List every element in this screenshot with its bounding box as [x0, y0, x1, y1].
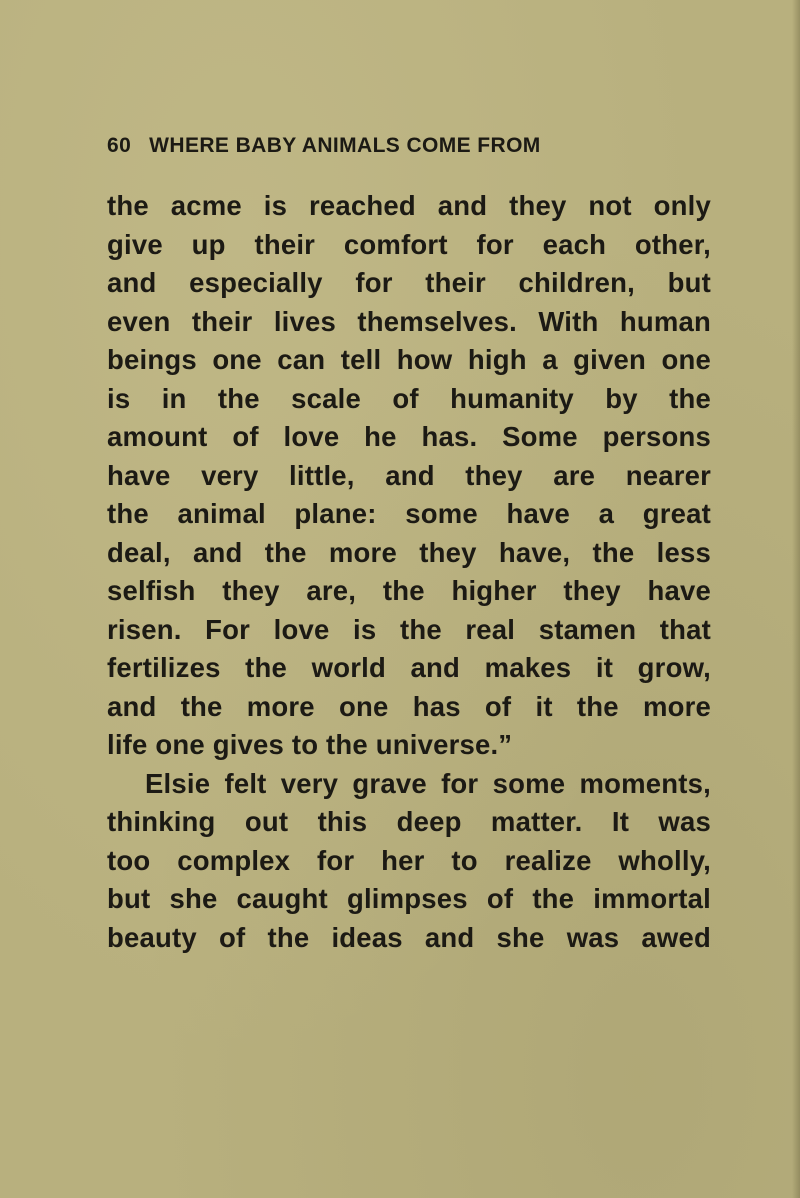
text-line: but she caught glimpses of the immortal [107, 883, 711, 914]
text-line: deal, and the more they have, the less [107, 536, 711, 568]
page-number: 60 [107, 134, 132, 157]
text-line: life one gives to the universe.” [107, 729, 513, 760]
text-line: fertilizes the world and makes it grow, [107, 652, 711, 683]
running-head-title: WHERE BABY ANIMALS COME FROM [149, 134, 541, 157]
text-line: beauty of the ideas and she was awed [107, 921, 711, 953]
text-line: the acme is reached and they not only [107, 190, 711, 221]
text-line: the animal plane: some have a great [107, 498, 711, 529]
text-line: risen. For love is the real stamen that [107, 613, 711, 645]
text-line: too complex for her to realize wholly, [107, 844, 711, 876]
text-line: and especially for their children, but [107, 267, 711, 298]
text-line: have very little, and they are nearer [107, 459, 711, 491]
text-line: and the more one has of it the more [107, 690, 711, 722]
text-line: is in the scale of humanity by the [107, 382, 711, 414]
text-line: Elsie felt very grave for some moments, [145, 767, 711, 799]
text-line: amount of love he has. Some persons [107, 421, 711, 452]
text-line: selfish they are, the higher they have [107, 575, 711, 606]
text-line: beings one can tell how high a given one [107, 344, 711, 375]
text-line: thinking out this deep matter. It was [107, 806, 711, 837]
text-line: even their lives themselves. With human [107, 305, 711, 337]
page-edge-shadow [792, 0, 800, 1198]
text-line: give up their comfort for each other, [107, 228, 711, 260]
running-head [107, 134, 541, 158]
